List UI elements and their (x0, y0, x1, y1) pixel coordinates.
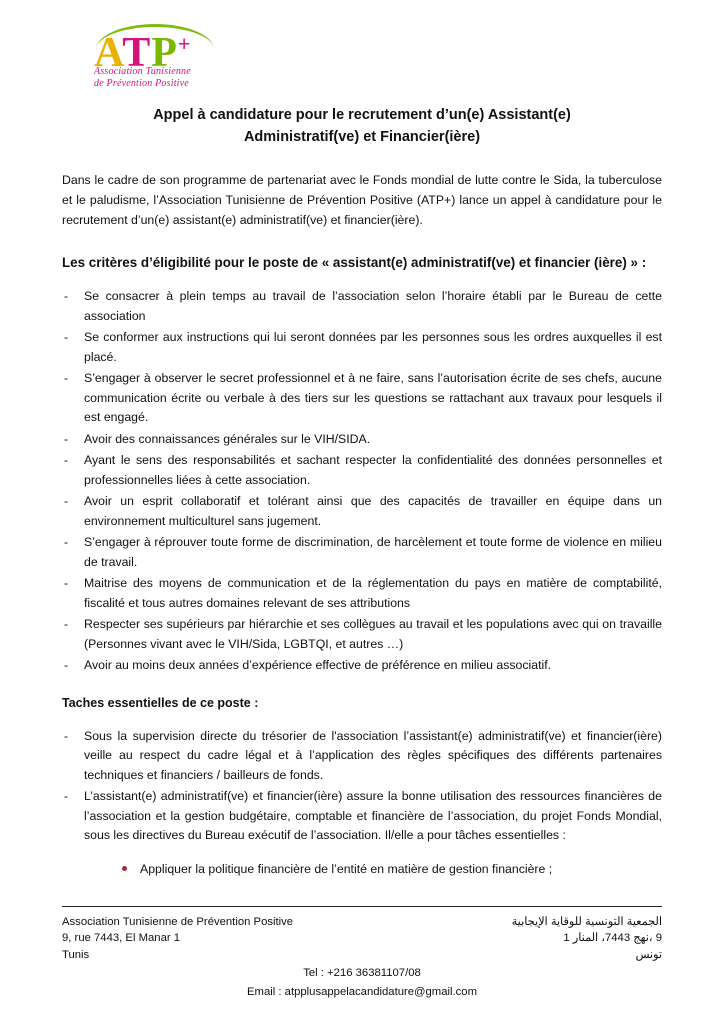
dash-bullet-icon: - (64, 728, 69, 743)
footer-address-fr (62, 914, 293, 964)
criteria-item-text: Avoir au moins deux années d’expérience effective de préférence en milieu associatif. (84, 658, 552, 672)
atp-logo (94, 22, 224, 90)
dash-bullet-icon: - (64, 453, 69, 467)
dash-bullet-icon: - (64, 789, 69, 803)
footer-org-name-ar: الجمعية التونسية للوقاية الإيجابية (511, 915, 662, 928)
criteria-item-text: Avoir des connaissances générales sur le VIH/SIDA. (84, 431, 371, 446)
dash-bullet-icon: - (64, 576, 69, 590)
criteria-item-text: Se conformer aux instructions qui lui seront données par les personnes sous les ordres auxquelles il est placé. (84, 330, 662, 364)
logo-letter-p: P (151, 30, 178, 76)
footer-address-ar (512, 914, 662, 964)
criteria-item-text: Maitrise des moyens de communication et de la réglementation du pays en matière de comptabilité, fiscalité et tous autres domaines relevant de ses attributions (84, 576, 662, 610)
dash-bullet-icon: - (64, 431, 69, 446)
tasks-section-title: Taches essentielles de ce poste : (62, 695, 259, 710)
criteria-item-text: Avoir un esprit collaboratif et tolérant ainsi que des capacités de travailler en équipe dans un environnement multiculturel sans jugement. (84, 494, 662, 528)
criteria-item-text: Ayant le sens des responsabilités et sachant respecter la confidentialité des données personnelles et professionnelles liées à cette association. (84, 453, 662, 487)
page-title-line1: Appel à candidature pour le recrutement d’un(e) Assistant(e) (153, 107, 571, 123)
logo-plus: + (177, 31, 192, 56)
footer-email: Email : atpplusappelacandidature@gmail.com (247, 985, 477, 998)
logo-block (62, 22, 662, 90)
task-item-text: Sous la supervision directe du trésorier de l'association l’assistant(e) administratif(ve) et financier(ière) veille au respect du cadre légal et à l’application des règles spécifiques des différents partenaires techniques et financiers / bailleurs de fonds. (84, 728, 662, 782)
criteria-item (62, 492, 662, 531)
dash-bullet-icon: - (64, 658, 69, 672)
criteria-item-text: S’engager à réprouver toute forme de discrimination, de harcèlement et toute forme de violence en milieu de travail. (84, 535, 662, 569)
task-item (62, 727, 662, 786)
footer-city: Tunis (62, 948, 90, 961)
criteria-item (62, 656, 662, 676)
footer-street-ar: 9 ،نهج 7443، المنار 1 (563, 932, 662, 944)
criteria-item-text: S’engager à observer le secret professionnel et à ne faire, sans l’autorisation écrite de ses chefs, aucune communication écrite ou verbale à des tiers sur les questions se rattachant aux travaux pour lesquels il est engagé. (84, 371, 662, 424)
task-item (62, 787, 662, 846)
criteria-item (62, 328, 662, 367)
logo-subtitle-line1: Association Tunisienne (94, 66, 191, 77)
logo-subtitle-line2: de Prévention Positive (94, 78, 189, 89)
criteria-item (62, 533, 662, 572)
criteria-item (62, 287, 662, 326)
criteria-item (62, 430, 662, 450)
dash-bullet-icon: - (64, 535, 69, 549)
tasks-list (62, 727, 662, 846)
intro-paragraph: Dans le cadre de son programme de partenariat avec le Fonds mondial de lutte contre le Sida, la tuberculose et le paludisme, l’Association Tunisienne de Prévention Positive (ATP+) lance un appel à candidature pour le recrutement d’un(e) assistant(e) administratif(ve) et financier(ière). (62, 173, 662, 227)
criteria-item (62, 369, 662, 428)
page-footer (62, 906, 662, 1001)
dash-bullet-icon: - (64, 330, 69, 344)
logo-letter-a: A (94, 30, 123, 76)
subtask-item-text: Appliquer la politique financière de l’entité en matière de gestion financière ; (140, 861, 553, 876)
criteria-list (62, 287, 662, 676)
footer-city-ar: تونس (635, 948, 662, 961)
footer-columns (62, 914, 662, 964)
subtask-item (122, 860, 662, 880)
task-item-text: L’assistant(e) administratif(ve) et financier(ière) assure la bonne utilisation des ressources financières de l’association et la gestion budgétaire, comptable et financière de l’association, du projet Fonds Mondial, sous les directives du Bureau exécutif de l’association. Il/elle a pour tâches essentielles : (84, 789, 662, 842)
dash-bullet-icon: - (64, 289, 69, 303)
subtasks-list (62, 860, 662, 880)
logo-letter-t: T (122, 30, 152, 76)
page-title (62, 104, 662, 148)
dash-bullet-icon: - (64, 494, 69, 508)
criteria-item-text: Se consacrer à plein temps au travail de l’association selon l’horaire établi par le Bureau de cette association (84, 289, 662, 323)
criteria-item (62, 615, 662, 654)
criteria-section-title: Les critères d’éligibilité pour le poste de « assistant(e) administratif(ve) et financier (ière) » : (62, 255, 647, 270)
page-title-line2: Administratif(ve) et Financier(ière) (243, 129, 481, 145)
dash-bullet-icon: - (64, 617, 69, 631)
footer-street: 9, rue 7443, El Manar 1 (62, 932, 181, 944)
round-bullet-icon (122, 866, 127, 871)
footer-phone: Tel : +216 36381107/08 (303, 967, 421, 979)
criteria-item (62, 574, 662, 613)
criteria-item-text: Respecter ses supérieurs par hiérarchie et ses collègues au travail et les populations avec qui on travaille (Personnes vivant avec le VIH/Sida, LGBTQI, et autres …) (84, 617, 662, 651)
footer-org-name: Association Tunisienne de Prévention Positive (62, 915, 294, 928)
dash-bullet-icon: - (64, 371, 69, 385)
footer-divider (62, 906, 662, 907)
criteria-item (62, 451, 662, 490)
